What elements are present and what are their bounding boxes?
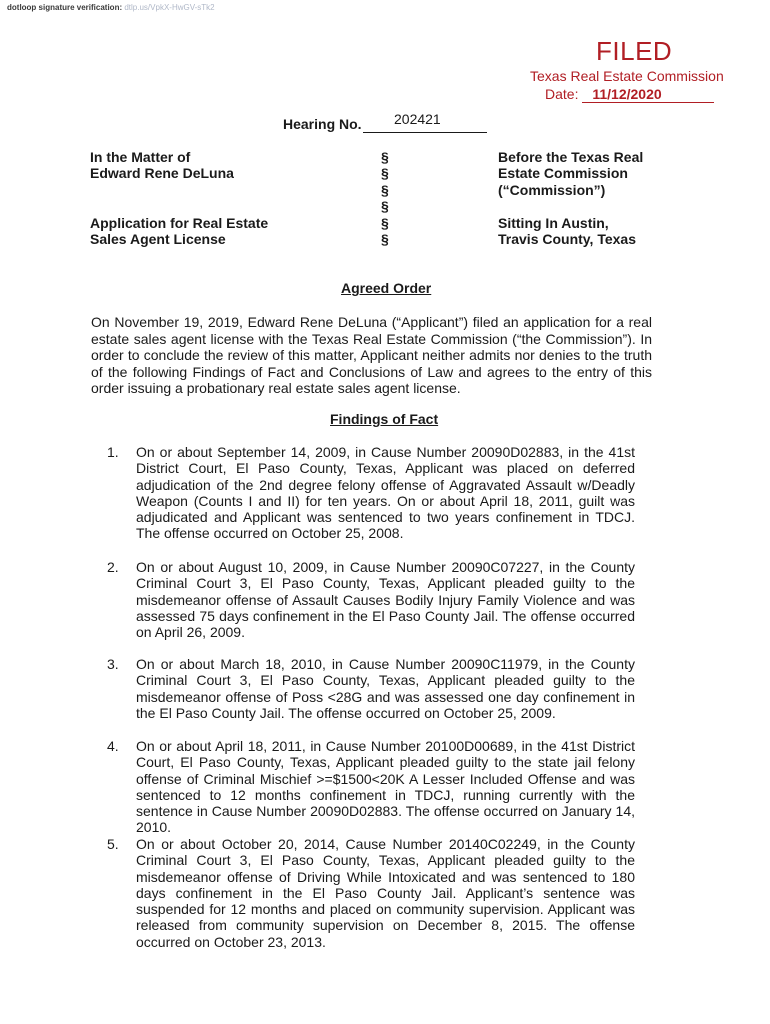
finding-number: 1. xyxy=(107,444,119,460)
filed-stamp: FILED xyxy=(596,36,673,66)
hearing-label: Hearing No. xyxy=(283,116,362,132)
finding-text: On or about September 14, 2009, in Cause Number 20090D02883, in the 41st District Court, El Paso County, Texas, Applicant was placed on deferred adjudication of the 2nd degree felony offense of Aggravated Assault w/Deadly Weapon (Counts I and II) for ten years. On or about April 18, 2011, guilt was adjudicated and Applicant was sentenced to two years confinement in TDCJ. The offense occurred on October 25, 2008. xyxy=(136,444,635,542)
finding-number: 3. xyxy=(107,656,119,672)
finding-text: On or about March 18, 2010, in Cause Number 20090C11979, in the County Criminal Court 3, El Paso County, Texas, Applicant pleaded guilty to the misdemeanor offense of Poss <28G and was assessed one day confinement in the El Paso County Jail. The offense occurred on October 25, 2009. xyxy=(136,656,635,721)
caption-location xyxy=(498,215,636,248)
caption-line: Estate Commission xyxy=(498,165,628,182)
finding-number: 2. xyxy=(107,559,119,575)
section-mark: § xyxy=(381,165,389,182)
hearing-number xyxy=(283,110,493,136)
caption-line: Edward Rene DeLuna xyxy=(90,165,234,182)
caption-line: Sitting In Austin, xyxy=(498,215,609,231)
stamp-date-value: 11/12/2020 xyxy=(582,86,714,103)
hearing-value: 202421 xyxy=(394,111,441,127)
intro-paragraph: On November 19, 2019, Edward Rene DeLuna (“Applicant”) filed an application for a real estate sales agent license with the Texas Real Estate Commission (“the Commission”). In order to conclude the review of this matter, Applicant neither admits nor denies to the truth of the following Findings of Fact and Conclusions of Law and agrees to the entry of this order issuing a probationary real estate sales agent license. xyxy=(91,314,652,396)
verification-link[interactable]: dtlp.us/VpkX-HwGV-sTk2 xyxy=(124,3,215,12)
finding-text: On or about April 18, 2011, in Cause Number 20100D00689, in the 41st District Court, El Paso County, Texas, Applicant pleaded guilty to the state jail felony offense of Criminal Mischief >=$1500<20K A Lesser Included Offense and was sentenced to 12 months confinement in TDCJ, running currently with the sentence in Cause Number 20090D02883. The offense occurred on January 14, 2010. xyxy=(136,738,635,836)
finding-text: On or about October 20, 2014, Cause Number 20140C02249, in the County Criminal Court 3, El Paso County, Texas, Applicant pleaded guilty to the misdemeanor offense of Driving While Intoxicated and was sentenced to 180 days confinement in the El Paso County Jail. Applicant’s sentence was suspended for 12 months and placed on community supervision. Applicant was released from community supervision on December 8, 2015. The offense occurred on October 23, 2013. xyxy=(136,836,635,950)
section-mark: § xyxy=(381,231,389,248)
section-marks xyxy=(381,149,393,247)
finding-number: 4. xyxy=(107,738,119,754)
section-mark: § xyxy=(381,149,389,165)
signature-verification xyxy=(7,3,215,12)
caption-line: Sales Agent License xyxy=(90,231,226,248)
section-mark: § xyxy=(381,181,389,198)
finding-item xyxy=(107,738,635,836)
caption-line: Travis County, Texas xyxy=(498,231,636,248)
stamp-date xyxy=(545,86,714,103)
caption-line: (“Commission”) xyxy=(498,181,606,198)
finding-item xyxy=(107,559,635,640)
finding-number: 5. xyxy=(107,836,119,852)
caption-matter xyxy=(90,149,234,182)
stamp-date-label: Date: xyxy=(545,86,579,102)
finding-item xyxy=(107,836,635,950)
section-mark: § xyxy=(381,214,389,231)
document-title: Agreed Order xyxy=(341,280,432,296)
finding-text: On or about August 10, 2009, in Cause Number 20090C07227, in the County Criminal Court 3, El Paso County, Texas, Applicant pleaded guilty to the misdemeanor offense of Assault Causes Bodily Injury Family Violence and was assessed 75 days confinement in the El Paso County Jail. The offense occurred on April 26, 2009. xyxy=(136,559,635,641)
section-mark: § xyxy=(381,198,389,215)
verification-label: dotloop signature verification: xyxy=(7,3,123,12)
findings-heading: Findings of Fact xyxy=(330,411,439,427)
caption-line: Before the Texas Real xyxy=(498,149,644,165)
caption-application xyxy=(90,215,268,248)
hearing-underline xyxy=(363,132,487,133)
caption-venue xyxy=(498,149,643,198)
caption-line: In the Matter of xyxy=(90,149,191,165)
caption-line: Application for Real Estate xyxy=(90,215,269,231)
stamp-agency: Texas Real Estate Commission xyxy=(530,68,724,84)
finding-item xyxy=(107,444,635,542)
finding-item xyxy=(107,656,635,721)
